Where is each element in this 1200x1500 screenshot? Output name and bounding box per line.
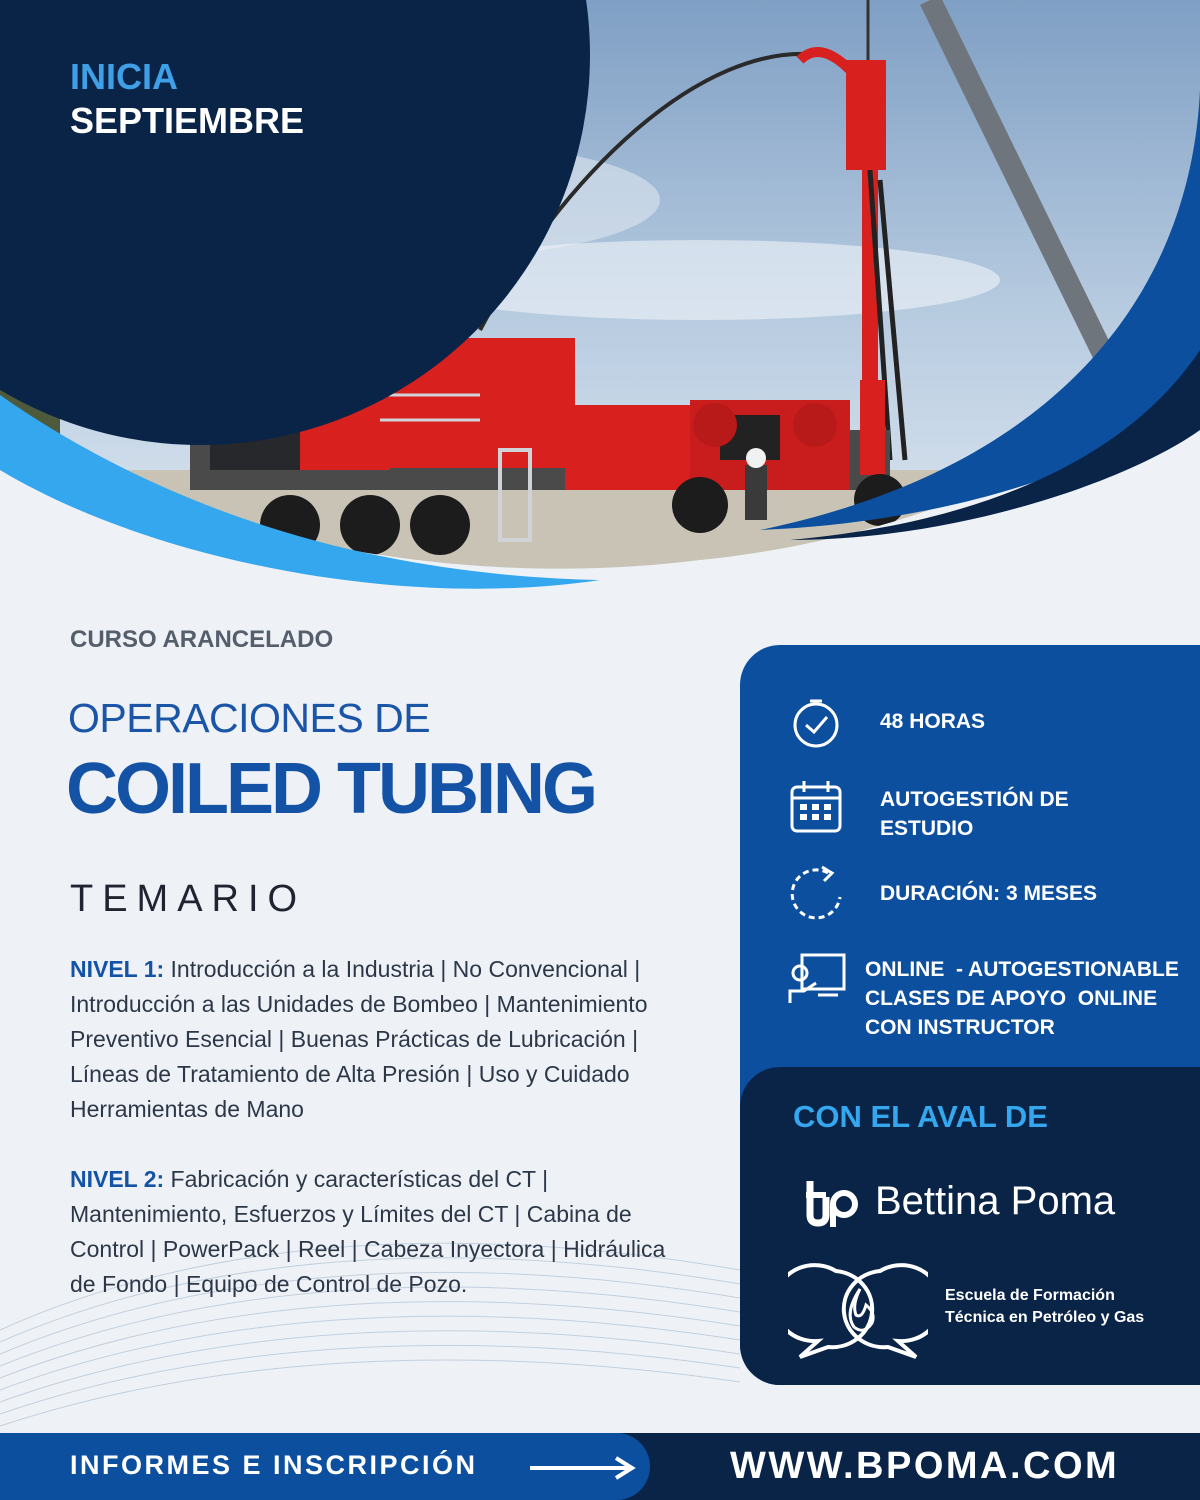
level-1-text: Introducción a la Industria | No Convencional | Introducción a las Unidades de Bombeo | Mantenimiento Preventivo Esencial | Buenas Prácticas de Lubricación | Líneas de Tratamiento de Alta Presión | Uso y Cuidado Herramientas de Mano xyxy=(70,956,648,1122)
bettina-poma-logo-icon xyxy=(804,1177,864,1227)
school-name: Escuela de Formación Técnica en Petróleo y Gas xyxy=(945,1287,1145,1326)
course-type-label: CURSO ARANCELADO xyxy=(70,626,334,653)
cta-label[interactable]: INFORMES E INSCRIPCIÓN xyxy=(70,1450,478,1480)
self-study-text: AUTOGESTIÓN DE ESTUDIO xyxy=(880,788,1069,840)
calendar-icon xyxy=(788,778,844,836)
school-logo-icon xyxy=(788,1261,928,1361)
course-title-line1: OPERACIONES DE xyxy=(68,695,431,741)
duration-text: DURACIÓN: 3 MESES xyxy=(880,882,1098,905)
cta-banner[interactable] xyxy=(0,1433,650,1500)
level-2-text: Fabricación y características del CT | Mantenimiento, Esfuerzos y Límites del CT | Cabina de Control | PowerPack | Reel | Cabeza Inyectora | Hidráulica de Fondo | Equipo de Control de Pozo. xyxy=(70,1166,666,1297)
endorser-brand-name: Bettina Poma xyxy=(875,1179,1116,1223)
syllabus-heading: TEMARIO xyxy=(70,878,307,920)
start-badge-line1: INICIA xyxy=(70,56,178,97)
circular-arrow-icon xyxy=(788,863,846,923)
syllabus-level-2 xyxy=(70,1162,682,1302)
modality-text: ONLINE - AUTOGESTIONABLE CLASES DE APOYO ONLINE CON INSTRUCTOR xyxy=(865,958,1179,1039)
start-badge xyxy=(70,55,304,143)
level-1-label: NIVEL 1: xyxy=(70,956,165,982)
course-info-card xyxy=(740,645,1200,1385)
start-badge-line2: SEPTIEMBRE xyxy=(70,100,305,141)
arrow-right-icon xyxy=(528,1453,638,1483)
footer-bar xyxy=(0,1433,1200,1500)
endorsement-heading: CON EL AVAL DE xyxy=(793,1099,1048,1134)
endorsement-panel xyxy=(740,1067,1200,1385)
clock-check-icon xyxy=(790,697,842,749)
website-link[interactable]: WWW.BPOMA.COM xyxy=(730,1445,1120,1487)
course-title-line2: COILED TUBING xyxy=(66,749,595,829)
syllabus-level-1 xyxy=(70,952,682,1127)
hours-text: 48 HORAS xyxy=(880,710,986,733)
level-2-label: NIVEL 2: xyxy=(70,1166,165,1192)
online-class-icon xyxy=(788,951,848,1007)
